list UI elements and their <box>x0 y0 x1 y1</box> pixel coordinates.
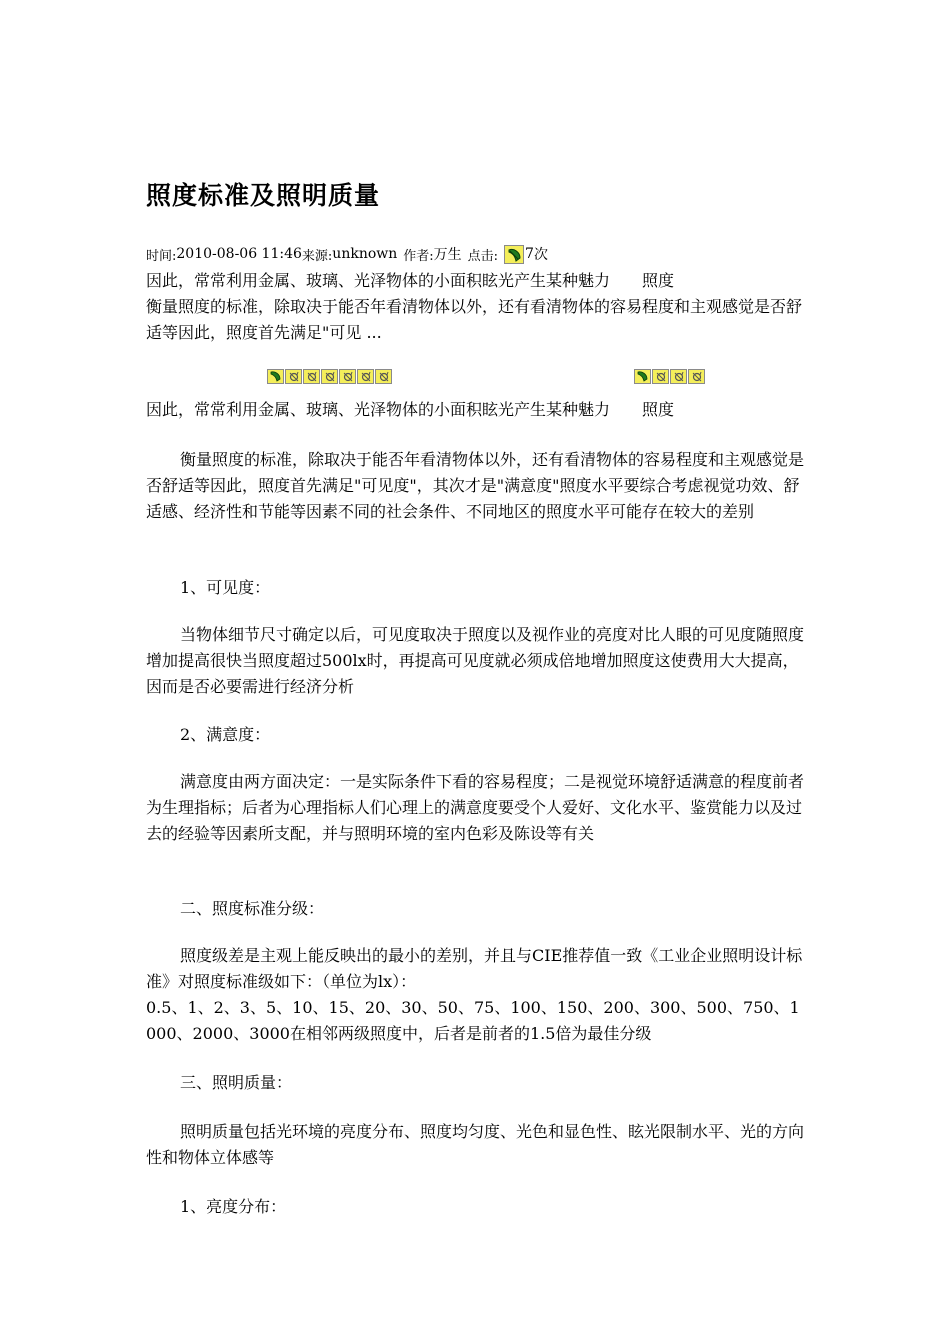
leaf-icon <box>267 369 284 384</box>
article-meta <box>146 242 548 266</box>
heading-satisfaction: 2、满意度： <box>180 725 271 744</box>
leaf-icon <box>634 369 651 384</box>
paragraph-grading-values: 0.5、1、2、3、5、10、15、20、30、50、75、100、150、200、300、500、750、1000、2000、3000在相邻两级照度中，后者是前者的1.5倍为最佳分级 <box>146 998 800 1043</box>
source-label: 来源: <box>301 248 333 264</box>
gear-icon <box>339 369 356 384</box>
clicks-unit: 次 <box>533 247 548 263</box>
author-value: 万生 <box>433 247 462 263</box>
paragraph-intro: 因此，常常利用金属、玻璃、光泽物体的小面积眩光产生某种魅力 照度 <box>146 400 675 419</box>
gear-icon <box>670 369 687 384</box>
article-title: 照度标准及照明质量 <box>146 181 381 210</box>
gear-icon <box>375 369 392 384</box>
source-value: unknown <box>332 246 398 262</box>
heading-visibility: 1、可见度： <box>180 578 271 597</box>
time-label: 时间: <box>146 248 177 264</box>
gear-icon <box>357 369 374 384</box>
summary-line-1: 因此，常常利用金属、玻璃、光泽物体的小面积眩光产生某种魅力 照度 <box>146 271 675 290</box>
gear-icon <box>321 369 338 384</box>
paragraph-quality: 照明质量包括光环境的亮度分布、照度均匀度、光色和显色性、眩光限制水平、光的方向性和物体立体感等 <box>146 1122 805 1167</box>
clicks-label: 点击: <box>467 248 499 264</box>
heading-grading: 二、照度标准分级： <box>180 899 325 918</box>
author-label: 作者: <box>403 248 434 264</box>
time-value: 2010-08-06 11:46 <box>176 246 302 262</box>
heading-quality: 三、照明质量： <box>180 1073 293 1092</box>
heading-luminance: 1、亮度分布： <box>180 1197 287 1216</box>
paragraph-visibility: 当物体细节尺寸确定以后，可见度取决于照度以及视作业的亮度对比人眼的可见度随照度增加提高很快当照度超过500lx时，再提高可见度就必须成倍地增加照度这使费用大大提高，因而是否必要需进行经济分析 <box>146 625 805 696</box>
paragraph-standard: 衡量照度的标准，除取决于能否年看清物体以外，还有看清物体的容易程度和主观感觉是否舒适等因此，照度首先满足"可见度"，其次才是"满意度"照度水平要综合考虑视觉功效、舒适感、经济性和节能等因素不同的社会条件、不同地区的照度水平可能存在较大的差别 <box>146 450 805 521</box>
gear-icon <box>303 369 320 384</box>
clicks-value: 7 <box>525 246 534 262</box>
gear-icon <box>285 369 302 384</box>
icon-row-right <box>634 369 706 386</box>
summary-line-2: 衡量照度的标准，除取决于能否年看清物体以外，还有看清物体的容易程度和主观感觉是否舒适等因此，照度首先满足"可见 ... <box>146 297 803 342</box>
gear-icon <box>688 369 705 384</box>
icon-row-left <box>267 369 393 386</box>
paragraph-grading: 照度级差是主观上能反映出的最小的差别，并且与CIE推荐值一致《工业企业照明设计标准》对照度标准级如下：（单位为lx）： <box>146 946 803 991</box>
leaf-icon <box>504 245 524 264</box>
paragraph-satisfaction: 满意度由两方面决定：一是实际条件下看的容易程度；二是视觉环境舒适满意的程度前者为生理指标；后者为心理指标人们心理上的满意度要受个人爱好、文化水平、鉴赏能力以及过去的经验等因素所支配，并与照明环境的室内色彩及陈设等有关 <box>146 772 805 843</box>
gear-icon <box>652 369 669 384</box>
